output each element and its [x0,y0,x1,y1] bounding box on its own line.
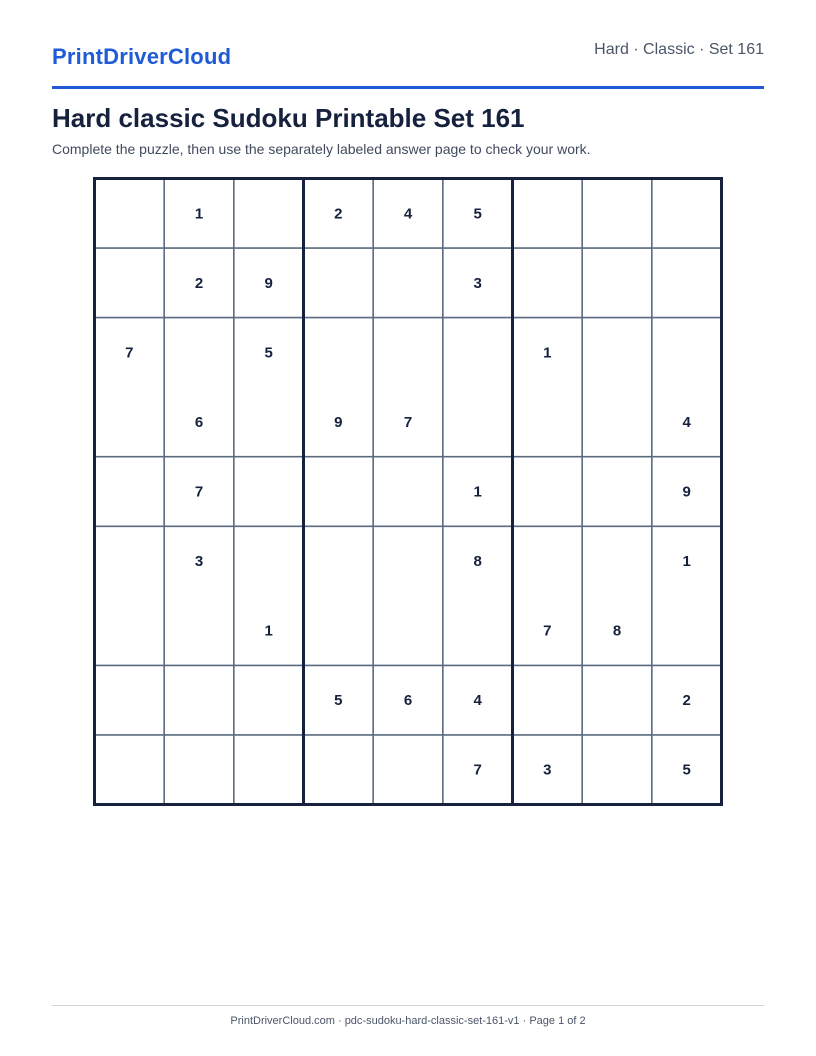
sudoku-cell[interactable] [373,248,443,318]
brand-logo[interactable]: PrintDriverCloud [52,44,232,69]
given-digit: 3 [473,274,482,292]
page-subtitle: Complete the puzzle, then use the separately labeled answer page to check your work. [52,141,591,157]
sudoku-cell[interactable] [513,457,583,527]
sudoku-cell[interactable] [304,457,374,527]
sudoku-cell[interactable] [582,735,652,805]
sudoku-cell[interactable] [95,179,165,249]
given-digit: 3 [543,761,552,779]
page-footer [52,1005,764,1027]
sudoku-cell[interactable] [95,735,165,805]
sudoku-grid [93,177,723,806]
footer-text: PrintDriverCloud.com · pdc-sudoku-hard-classic-set-161-v1 · Page 1 of 2 [230,1015,586,1027]
given-digit: 4 [403,205,413,223]
sudoku-cell[interactable] [234,665,304,735]
sudoku-cell[interactable] [443,318,513,388]
given-digit: 8 [473,553,482,571]
sudoku-cell[interactable] [234,179,304,249]
sudoku-cell[interactable] [373,735,443,805]
given-digit: 7 [194,483,204,501]
given-digit: 7 [403,413,413,431]
sudoku-cell[interactable] [95,457,165,527]
sudoku-cell[interactable] [582,318,652,388]
sudoku-cell[interactable] [652,318,722,388]
sudoku-cell[interactable] [304,526,374,596]
given-digit: 7 [543,622,552,640]
given-digit: 9 [682,483,691,501]
sudoku-cell[interactable] [582,526,652,596]
given-digit: 1 [264,622,273,640]
given-digit: 9 [334,413,343,431]
sudoku-cell[interactable] [582,457,652,527]
given-digit: 5 [682,761,691,779]
sudoku-cell[interactable] [164,318,234,388]
given-digit: 1 [682,553,691,571]
sudoku-grid-svg [93,177,723,806]
sudoku-cell[interactable] [373,526,443,596]
sudoku-cell[interactable] [164,735,234,805]
sudoku-cell[interactable] [513,387,583,457]
sudoku-cell[interactable] [95,665,165,735]
page-header [52,34,764,89]
sudoku-cell[interactable] [582,248,652,318]
sudoku-cell[interactable] [304,596,374,666]
sudoku-cell[interactable] [513,665,583,735]
sudoku-cell[interactable] [582,665,652,735]
given-digit: 8 [612,622,622,640]
given-digit: 2 [682,692,691,710]
sudoku-cell[interactable] [95,596,165,666]
sudoku-cell[interactable] [652,596,722,666]
sudoku-cell[interactable] [582,179,652,249]
sudoku-cell[interactable] [234,457,304,527]
given-digit: 5 [334,692,343,710]
sudoku-cell[interactable] [582,387,652,457]
given-digit: 1 [543,344,552,362]
sudoku-cell[interactable] [164,596,234,666]
given-digit: 2 [194,274,204,292]
sudoku-cell[interactable] [443,387,513,457]
sudoku-cell[interactable] [234,735,304,805]
sudoku-cell[interactable] [443,596,513,666]
sudoku-cell[interactable] [652,248,722,318]
given-digit: 4 [473,692,482,710]
sudoku-cell[interactable] [652,179,722,249]
sudoku-cell[interactable] [373,457,443,527]
sudoku-cell[interactable] [304,248,374,318]
sudoku-cell[interactable] [234,526,304,596]
given-digit: 3 [194,553,204,571]
sudoku-cell[interactable] [304,318,374,388]
puzzle-meta: Hard · Classic · Set 161 [594,41,764,58]
given-digit: 6 [403,692,413,710]
sudoku-cell[interactable] [95,387,165,457]
given-digit: 9 [264,274,273,292]
given-digit: 4 [682,413,691,431]
sudoku-cell[interactable] [164,665,234,735]
given-digit: 5 [473,205,482,223]
sudoku-cell[interactable] [373,596,443,666]
page-title: Hard classic Sudoku Printable Set 161 [52,103,525,133]
sudoku-cell[interactable] [95,248,165,318]
sudoku-cell[interactable] [234,387,304,457]
sudoku-cell[interactable] [304,735,374,805]
sudoku-cell[interactable] [513,179,583,249]
sudoku-cell[interactable] [513,248,583,318]
given-digit: 5 [264,344,273,362]
sudoku-cell[interactable] [373,318,443,388]
given-digit: 1 [194,205,204,223]
given-digit: 6 [194,413,204,431]
given-digit: 7 [125,344,134,362]
sudoku-cell[interactable] [95,526,165,596]
given-digit: 2 [334,205,343,223]
sudoku-cell[interactable] [513,526,583,596]
given-digit: 7 [473,761,482,779]
given-digit: 1 [473,483,482,501]
